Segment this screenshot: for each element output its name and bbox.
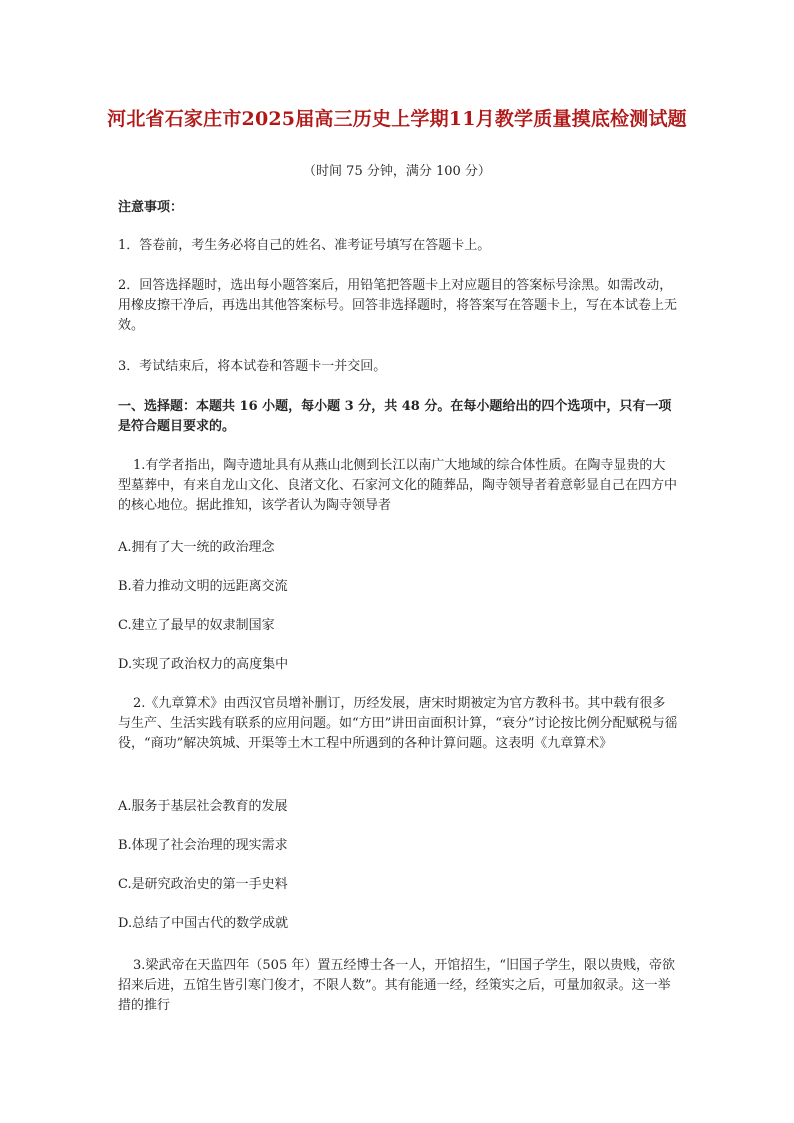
note-item: 1．答卷前，考生务必将自己的姓名、准考证号填写在答题卡上。	[118, 238, 491, 253]
exam-time-note: （时间 75 分钟，满分 100 分）	[303, 164, 491, 179]
question-stem: 2.《九章算术》由西汉官员增补删订，历经发展，唐宋时期被定为官方教科书。其中载有很多与生产、生活实践有联系的应用问题。如“方田”讲田亩面积计算，“衰分”讨论按比例分配赋税与徭役，“商功”解决筑城、开渠等土木工程中所遇到的各种计算问题。这表明《九章算术》	[118, 696, 678, 751]
answer-option: B.着力推动文明的远距离交流	[118, 579, 288, 594]
answer-option: A.拥有了大一统的政治理念	[118, 540, 275, 555]
question-stem: 3.梁武帝在天监四年（505 年）置五经博士各一人，开馆招生，“旧国子学生，限以贵贱，帝欲招来后进，五馆生皆引寒门俊才，不限人数”。其有能通一经，经策实之后，可量加叙录。这一举措的推行	[118, 958, 675, 1013]
note-item: 2．回答选择题时，选出每小题答案后，用铅笔把答题卡上对应题目的答案标号涂黑。如需改动，用橡皮擦干净后，再选出其他答案标号。回答非选择题时，将答案写在答题卡上，写在本试卷上无效。	[118, 278, 678, 333]
answer-option: D.实现了政治权力的高度集中	[118, 657, 289, 672]
answer-option: B.体现了社会治理的现实需求	[118, 838, 288, 853]
answer-option: A.服务于基层社会教育的发展	[118, 799, 288, 814]
answer-option: C.建立了最早的奴隶制国家	[118, 618, 275, 633]
section-heading: 一、选择题：本题共 16 小题，每小题 3 分，共 48 分。在每小题给出的四个选项中，只有一项是符合题目要求的。	[118, 399, 672, 434]
question-stem: 1.有学者指出，陶寺遗址具有从燕山北侧到长江以南广大地域的综合体性质。在陶寺显贵的大型墓葬中，有来自龙山文化、良渚文化、石家河文化的随葬品，陶寺领导者着意彰显自己在四方中的核心地位。据此推知，该学者认为陶寺领导者	[118, 458, 678, 513]
answer-option: D.总结了中国古代的数学成就	[118, 916, 289, 931]
answer-option: C.是研究政治史的第一手史料	[118, 877, 288, 892]
notes-heading: 注意事项：	[118, 200, 184, 215]
note-item: 3．考试结束后，将本试卷和答题卡一并交回。	[118, 359, 387, 374]
document-title: 河北省石家庄市2025届高三历史上学期11月教学质量摸底检测试题	[107, 108, 687, 130]
